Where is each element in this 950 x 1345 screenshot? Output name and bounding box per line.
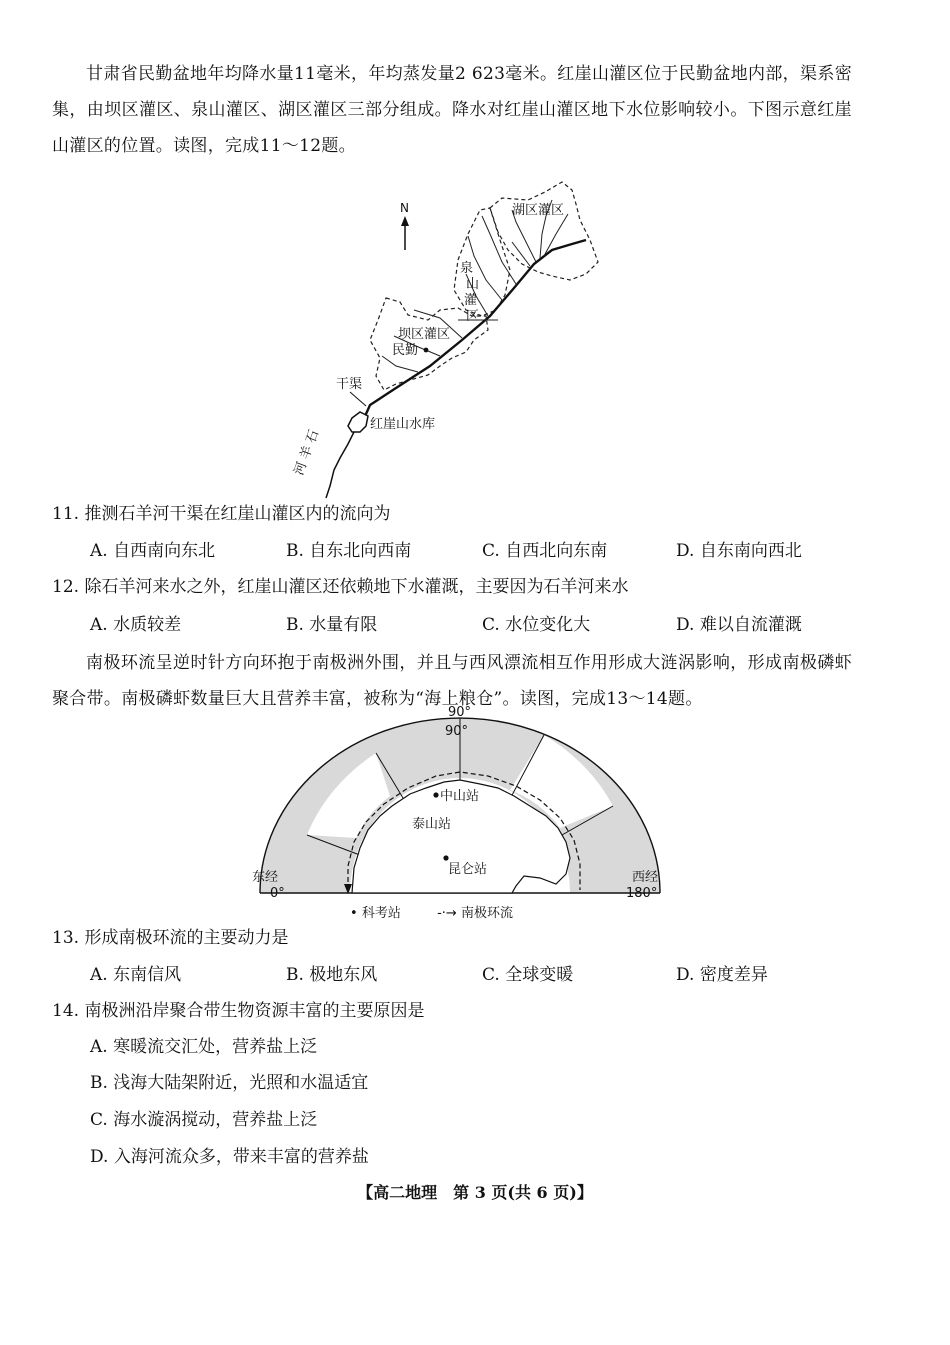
label-90-degree: 90° xyxy=(445,724,469,739)
minqin-dot xyxy=(424,348,429,353)
main-canal-pointer xyxy=(350,392,366,406)
station-zhongshan: 中山站 xyxy=(440,789,480,804)
label-east-longitude: 东经 xyxy=(252,870,279,885)
question-11-options xyxy=(90,536,850,562)
north-arrow xyxy=(401,216,409,250)
page-footer: 【高二地理 第 3 页(共 6 页)】 xyxy=(357,1183,593,1202)
lake-area-boundary xyxy=(490,182,598,280)
legend-station-label: 科考站 xyxy=(361,906,401,921)
option-d[interactable]: D. 难以自流灌溉 xyxy=(676,615,802,635)
station-kunlun: 昆仑站 xyxy=(448,862,488,877)
legend-current-label: 南极环流 xyxy=(460,906,513,921)
north-label: N xyxy=(400,201,409,215)
label-0-degree: 0° xyxy=(270,886,285,901)
river-char-3: 河 xyxy=(291,460,311,478)
shiyang-river-line xyxy=(326,432,354,498)
option-b[interactable]: B. 浅海大陆架附近，光照和水温适宜 xyxy=(90,1073,369,1093)
option-a[interactable]: A. 水质较差 xyxy=(90,615,182,635)
irrigation-map xyxy=(290,170,620,500)
option-b[interactable]: B. 自东北向西南 xyxy=(286,541,412,561)
ba-area-label: 坝区灌区 xyxy=(398,327,451,342)
reservoir-shape xyxy=(348,412,368,432)
river-char-2: 羊 xyxy=(297,444,317,462)
question-14-stem: 14. 南极洲沿岸聚合带生物资源丰富的主要原因是 xyxy=(52,1001,425,1021)
option-c[interactable]: C. 水位变化大 xyxy=(482,615,591,635)
antarctic-map xyxy=(240,705,680,918)
question-12-options xyxy=(90,610,850,636)
option-c[interactable]: C. 海水漩涡搅动，营养盐上泛 xyxy=(90,1110,318,1130)
station-dot xyxy=(443,855,448,860)
option-b[interactable]: B. 水量有限 xyxy=(286,615,378,635)
legend-current-icon: -·→ xyxy=(437,906,457,921)
lake-area-label: 湖区灌区 xyxy=(512,203,565,218)
option-c[interactable]: C. 自西北向东南 xyxy=(482,541,608,561)
question-13-stem: 13. 形成南极环流的主要动力是 xyxy=(52,928,289,948)
quanshan-char-4: 区 xyxy=(466,309,480,324)
option-d[interactable]: D. 密度差异 xyxy=(676,965,768,985)
station-dot xyxy=(433,792,438,797)
option-d[interactable]: D. 入海河流众多，带来丰富的营养盐 xyxy=(90,1147,369,1167)
station-taishan: 泰山站 xyxy=(412,817,452,832)
option-c[interactable]: C. 全球变暖 xyxy=(482,965,574,985)
label-west-longitude: 西经 xyxy=(632,870,659,885)
intro-paragraph-1: 甘肃省民勤盆地年均降水量11毫米，年均蒸发量2 623毫米。红崖山灌区位于民勤盆地内部，渠系密集，由坝区灌区、泉山灌区、湖区灌区三部分组成。降水对红崖山灌区地下水位影响较小。下图示意红崖山灌区的位置。读图，完成11～12题。 xyxy=(52,64,852,156)
option-b[interactable]: B. 极地东风 xyxy=(286,965,378,985)
intro-paragraph-2: 南极环流呈逆时针方向环抱于南极洲外围，并且与西风漂流相互作用形成大涟涡影响，形成南极磷虾聚合带。南极磷虾数量巨大且营养丰富，被称为“海上粮仓”。读图，完成13～14题。 xyxy=(52,653,852,709)
option-a[interactable]: A. 寒暖流交汇处，营养盐上泛 xyxy=(90,1037,318,1057)
label-180-degree: 180° xyxy=(626,886,658,901)
option-a[interactable]: A. 自西南向东北 xyxy=(90,541,216,561)
reservoir-label: 红崖山水库 xyxy=(370,417,436,432)
question-11-stem: 11. 推测石羊河干渠在红崖山灌区内的流向为 xyxy=(52,504,391,524)
legend-dot-icon: • xyxy=(350,906,358,921)
quanshan-char-1: 泉 xyxy=(460,261,474,276)
map-legend xyxy=(350,902,513,921)
option-d[interactable]: D. 自东南向西北 xyxy=(676,541,802,561)
quanshan-char-2: 山 xyxy=(466,277,480,292)
main-canal-label: 干渠 xyxy=(336,377,363,392)
question-13-options xyxy=(90,960,850,986)
option-a[interactable]: A. 东南信风 xyxy=(90,965,182,985)
river-char-1: 石 xyxy=(303,428,323,446)
quanshan-char-3: 灌 xyxy=(464,293,478,308)
question-12-stem: 12. 除石羊河来水之外，红崖山灌区还依赖地下水灌溉，主要因为石羊河来水 xyxy=(52,577,629,597)
minqin-label: 民勤 xyxy=(392,343,419,358)
label-90: 90° xyxy=(448,705,472,720)
